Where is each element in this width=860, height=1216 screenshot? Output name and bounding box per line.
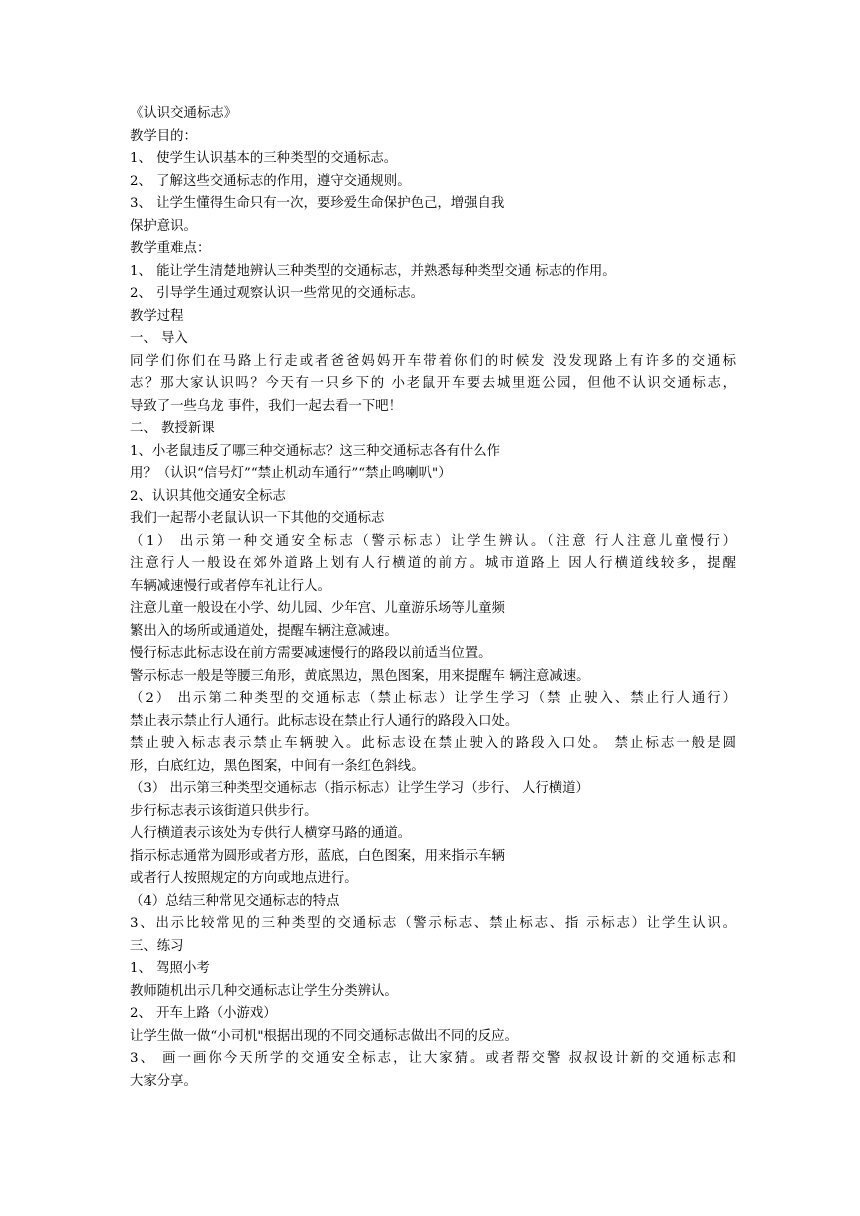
text-line: （2） 出示第二种类型的交通标志（禁止标志）让学生学习（禁 止驶入、禁止行人通行）: [130, 691, 736, 706]
text-line: 1、 使学生认识基本的三种类型的交通标志。: [130, 151, 398, 166]
document-body: [130, 103, 736, 1093]
text-line: 用？（认识“信号灯”“禁止机动车通行”“禁止鸣喇叭"）: [130, 466, 452, 481]
section-heading-practice: 三、练习: [130, 938, 184, 954]
subsection-heading-intro: 一、 导入: [130, 331, 188, 346]
text-line: 慢行标志此标志设在前方需要减速慢行的路段以前适当位置。: [130, 646, 492, 661]
text-line: 车辆减速慢行或者停车礼让行人。: [130, 578, 331, 594]
text-line: 注意儿童一般设在小学、幼儿园、少年宫、儿童游乐场等儿童频: [130, 601, 505, 616]
text-line: （1） 出示第一种交通安全标志（警示标志）让学生辨认。（注意 行人注意儿童慢行）: [130, 533, 736, 549]
text-line: 3、出示比较常见的三种类型的交通标志（警示标志、禁止标志、指 示标志）让学生认识。: [130, 916, 736, 931]
text-line: 3、 画一画你今天所学的交通安全标志，让大家猜。或者帮交警 叔叔设计新的交通标志和: [130, 1051, 736, 1066]
text-line: 2、 了解这些交通标志的作用，遵守交通规则。: [130, 173, 411, 189]
text-line: 禁止驶入标志表示禁止车辆驶入。此标志设在禁止驶入的路段入口处。 禁止标志一般是圆: [130, 736, 736, 751]
text-line: 让学生做一做“小司机"根据出现的不同交通标志做出不同的反应。: [130, 1028, 518, 1044]
text-line: 2、认识其他交通安全标志: [130, 488, 286, 504]
text-line: 保护意识。: [130, 218, 197, 234]
text-line: 注意行人一般设在郊外道路上划有人行横道的前方。城市道路上 因人行横道线较多，提醒: [130, 556, 736, 571]
text-line: 形，白底红边，黑色图案，中间有一条红色斜线。: [130, 758, 425, 774]
text-line: 禁止表示禁止行人通行。此标志设在禁止行人通行的路段入口处。: [130, 713, 519, 729]
text-line: （3） 出示第三种类型交通标志（指示标志）让学生学习（步行、 人行横道）: [130, 781, 589, 796]
text-line: 人行横道表示该处为专供行人横穿马路的通道。: [130, 826, 412, 841]
section-heading-process: 教学过程: [130, 308, 184, 324]
text-line: 2、 开车上路（小游戏）: [130, 1006, 277, 1021]
section-heading-key-points: 教学重难点：: [130, 241, 211, 256]
text-line: 警示标志一般是等腰三角形，黄底黑边，黑色图案，用来提醒车 辆注意减速。: [130, 668, 590, 684]
text-line: 1、 能让学生清楚地辨认三种类型的交通标志，并熟悉每种类型交通 标志的作用。: [130, 263, 616, 279]
text-line: 导致了一些乌龙 事件，我们一起去看一下吧！: [130, 398, 403, 414]
text-line: 1、 驾照小考: [130, 961, 210, 976]
text-line: 2、 引导学生通过观察认识一些常见的交通标志。: [130, 286, 424, 301]
text-line: 1、小老鼠违反了哪三种交通标志？这三种交通标志各有什么作: [130, 443, 501, 459]
text-line: 同学们你们在马路上行走或者爸爸妈妈开车带着你们的时候发 没发现路上有许多的交通标: [130, 353, 736, 369]
text-line: 志？那大家认识吗？今天有一只乡下的 小老鼠开车要去城里逛公园，但他不认识交通标志，: [130, 376, 736, 391]
text-line: 或者行人按照规定的方向或地点进行。: [130, 871, 358, 886]
text-line: 大家分享。: [130, 1073, 197, 1089]
subsection-heading-new-lesson: 二、 教授新课: [130, 421, 215, 436]
text-line: 繁出入的场所或通道处，提醒车辆注意减速。: [130, 623, 398, 639]
text-line: 我们一起帮小老鼠认识一下其他的交通标志: [130, 511, 385, 526]
text-line: （4）总结三种常见交通标志的特点: [130, 893, 340, 909]
document-title: 《认识交通标志》: [130, 106, 238, 121]
text-line: 3、 让学生懂得生命只有一次，要珍爱生命保护色己，增强自我: [130, 196, 505, 211]
text-line: 指示标志通常为圆形或者方形，蓝底，白色图案，用来指示车辆: [130, 848, 505, 864]
section-heading-objectives: 教学目的：: [130, 128, 197, 144]
text-line: 步行标志表示该街道只供步行。: [130, 803, 318, 819]
text-line: 教师随机出示几种交通标志让学生分类辨认。: [130, 983, 398, 999]
